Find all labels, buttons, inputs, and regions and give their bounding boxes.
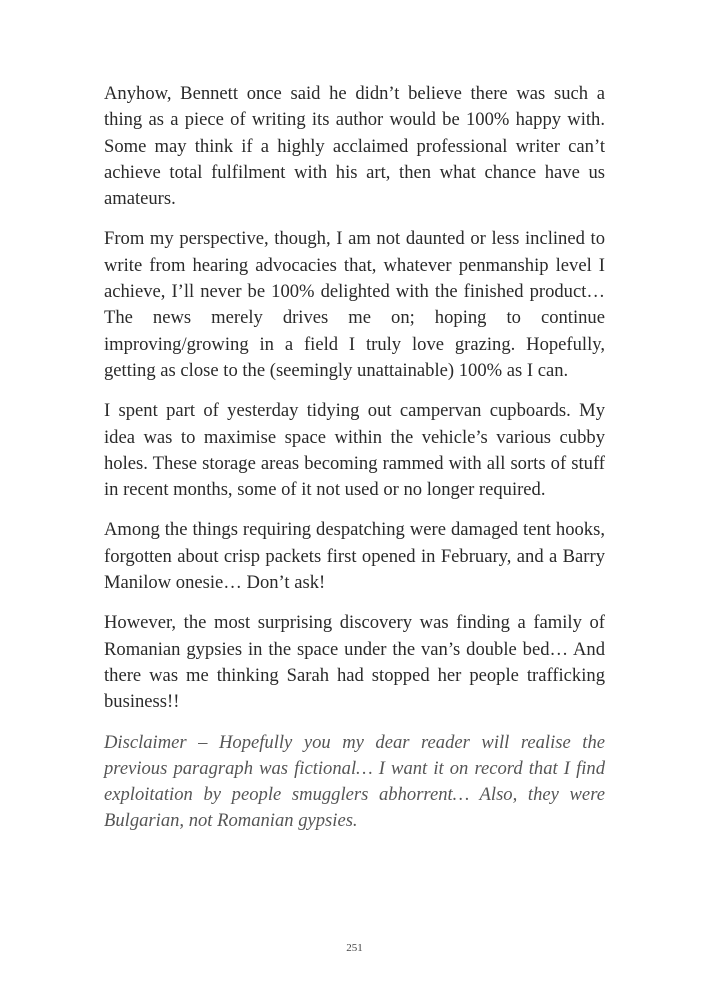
paragraph-despatching: Among the things requiring despatching were damaged tent hooks, forgotten about crisp packets first opened in February, and a Barry Manilow onesie… Don’t ask! — [104, 519, 605, 594]
paragraph-perspective: From my perspective, though, I am not daunted or less inclined to write from hearing advocacies that, whatever penmanship level I achieve, I’ll never be 100% delighted with the finished product… The news merely drives me on; hoping to continue improving/growing in a field I truly love grazing. Hopefully, getting as close to the (seemingly unattainable) 100% as I can. — [104, 228, 605, 381]
page-body — [104, 81, 605, 849]
paragraph-bennett: Anyhow, Bennett once said he didn’t believe there was such a thing as a piece of writing its author would be 100% happy with. Some may think if a highly acclaimed professional writer can’t achieve total fulfilment with his art, then what chance have us amateurs. — [104, 83, 605, 210]
paragraph-campervan: I spent part of yesterday tidying out campervan cupboards. My idea was to maximise space within the vehicle’s various cubby holes. These storage areas becoming rammed with all sorts of stuff in recent months, some of it not used or no longer required. — [104, 400, 605, 501]
page-number: 251 — [346, 942, 363, 954]
paragraph-discovery: However, the most surprising discovery was finding a family of Romanian gypsies in the space under the van’s double bed… And there was me thinking Sarah had stopped her people trafficking business!! — [104, 612, 605, 713]
disclaimer-paragraph: Disclaimer – Hopefully you my dear reader will realise the previous paragraph was fictional… I want it on record that I find exploitation by people smugglers abhorrent… Also, they were Bulgarian, not Romanian gypsies. — [104, 731, 605, 832]
